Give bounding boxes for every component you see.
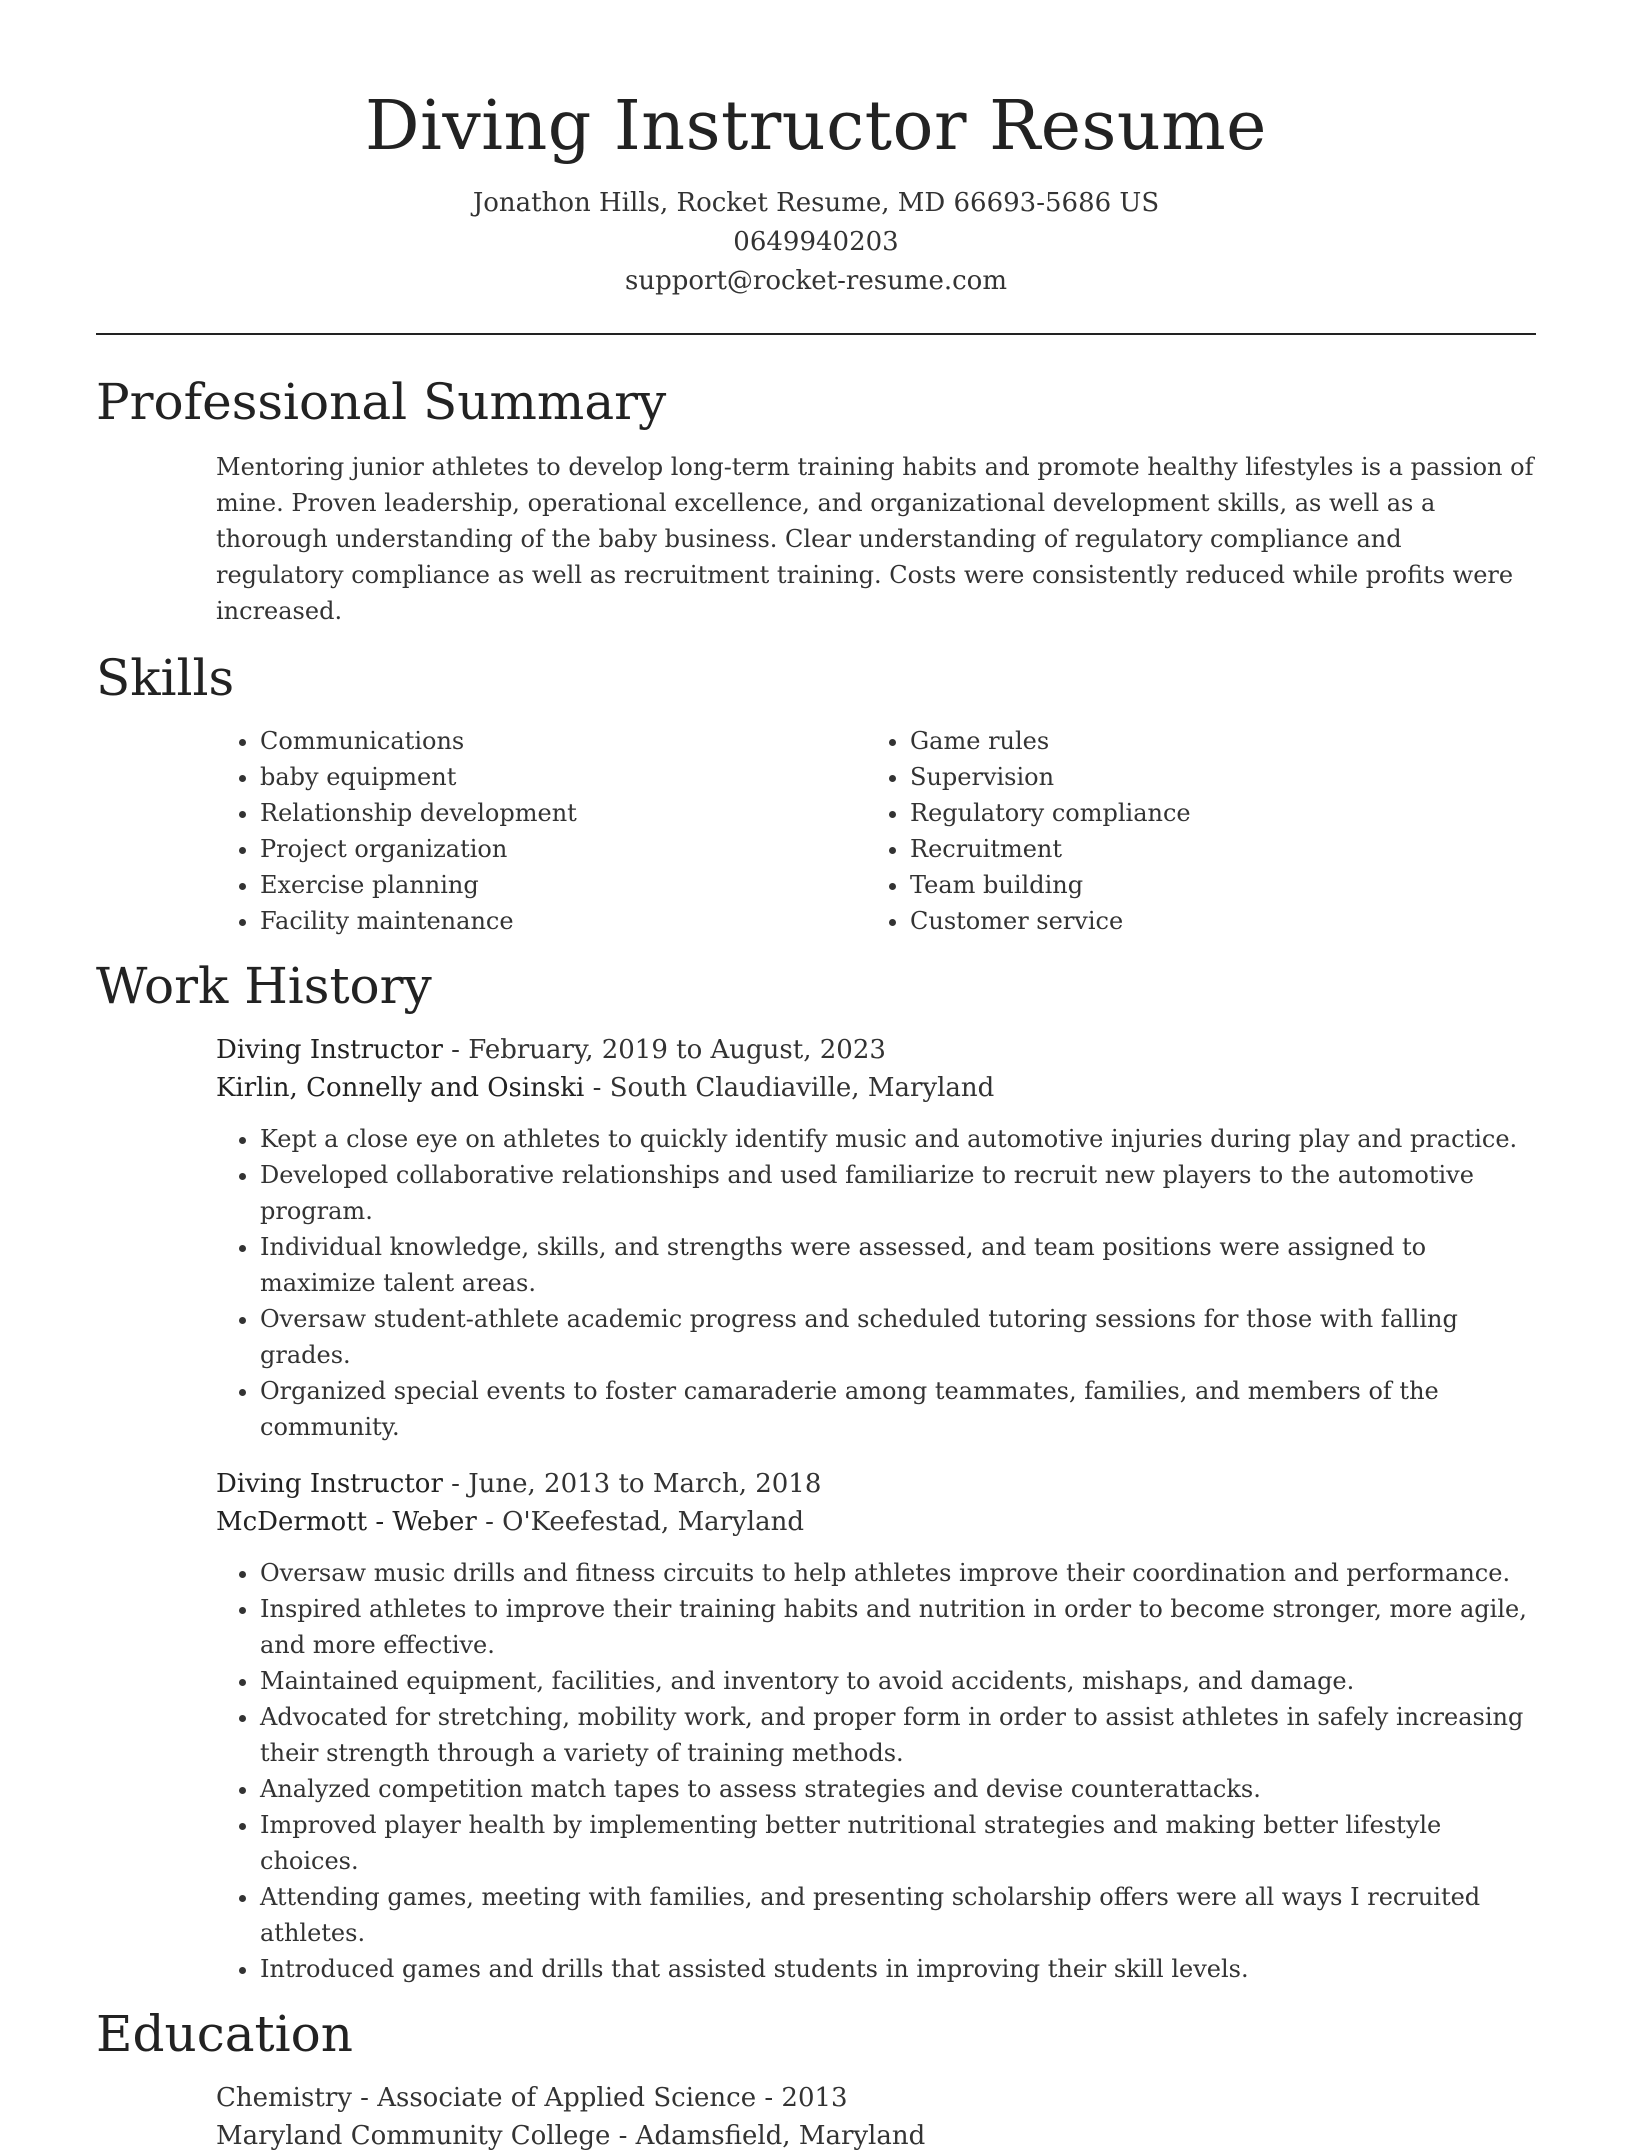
job-dates: - February, 2019 to August, 2023 [442,1035,886,1065]
job-bullet: • Inspired athletes to improve their training habits and nutrition in order to become stronger, more agile, and more effective. [260,1591,1536,1663]
resume-page [96,0,1536,2155]
education-heading: Education [96,2005,353,2063]
job-bullet: • Analyzed competition match tapes to assess strategies and devise counterattacks. [260,1771,1536,1807]
job-company: Kirlin, Connelly and Osinski [216,1073,585,1103]
summary-heading: Professional Summary [96,373,667,431]
skill-item: • Recruitment [910,831,1516,867]
skill-item: • Project organization [260,831,866,867]
skill-item: • Facility maintenance [260,903,866,939]
skill-item: • Supervision [910,759,1516,795]
job-bullet: • Oversaw student-athlete academic progress and scheduled tutoring sessions for those with falling grades. [260,1301,1536,1373]
skill-item: • Regulatory compliance [910,795,1516,831]
education-school-line: Maryland Community College - Adamsfield, Maryland [216,2121,926,2151]
job-title: Diving Instructor [216,1469,443,1499]
job-bullet: • Improved player health by implementing better nutritional strategies and making better lifestyle choices. [260,1807,1536,1879]
contact-email: support@rocket-resume.com [624,266,1007,296]
job-bullet: • Kept a close eye on athletes to quickly identify music and automotive injuries during play and practice. [260,1121,1536,1157]
job-bullets [216,1555,1536,1987]
skill-item: • Game rules [910,723,1516,759]
education-degree-line: Chemistry - Associate of Applied Science - 2013 [216,2083,848,2113]
summary-text: Mentoring junior athletes to develop long-term training habits and promote healthy lifestyles is a passion of mine. Proven leadership, operational excellence, and organizational development skills, as well as a thorough understanding of the baby business. Clear understanding of regulatory compliance and regulatory compliance as well as recruitment training. Costs were consistently reduced while profits were increased. [216,453,1534,625]
job-dates: - June, 2013 to March, 2018 [442,1469,822,1499]
skill-item: • baby equipment [260,759,866,795]
contact-address: Jonathon Hills, Rocket Resume, MD 66693-5686 US [472,188,1160,218]
job-title-line [216,1465,1536,1503]
job-bullet: • Individual knowledge, skills, and strengths were assessed, and team positions were assigned to maximize talent areas. [260,1229,1536,1301]
skills-heading: Skills [96,649,235,707]
job-company: McDermott - Weber [216,1507,477,1537]
skills-list [216,723,1536,939]
skills-column-left [216,723,866,939]
skill-item: • Relationship development [260,795,866,831]
skill-item: • Customer service [910,903,1516,939]
job-location: - O'Keefestad, Maryland [476,1507,805,1537]
job-title-line [216,1031,1536,1069]
skill-item: • Exercise planning [260,867,866,903]
job-bullet: • Attending games, meeting with families, and presenting scholarship offers were all ways I recruited athletes. [260,1879,1536,1951]
job-bullet: • Developed collaborative relationships and used familiarize to recruit new players to the automotive program. [260,1157,1536,1229]
job-bullet: • Advocated for stretching, mobility work, and proper form in order to assist athletes in safely increasing their strength through a variety of training methods. [260,1699,1536,1771]
contact-block [96,184,1536,301]
job-entry [216,1465,1536,1987]
job-company-line [216,1069,1536,1107]
job-bullet: • Organized special events to foster camaraderie among teammates, families, and members of the community. [260,1373,1536,1445]
job-company-line [216,1503,1536,1541]
header-divider [96,333,1536,335]
skills-column-right [866,723,1516,939]
contact-phone: 0649940203 [733,227,899,257]
job-bullet: • Maintained equipment, facilities, and inventory to avoid accidents, mishaps, and damage. [260,1663,1536,1699]
job-bullet: • Oversaw music drills and fitness circuits to help athletes improve their coordination and performance. [260,1555,1536,1591]
skill-item: • Communications [260,723,866,759]
job-title: Diving Instructor [216,1035,443,1065]
job-bullet: • Introduced games and drills that assisted students in improving their skill levels. [260,1951,1536,1987]
education-entry [216,2079,1536,2155]
summary-section [216,449,1536,629]
job-bullets [216,1121,1536,1445]
work-history-heading: Work History [96,957,432,1015]
skill-item: • Team building [910,867,1516,903]
resume-title: Diving Instructor Resume [365,87,1267,166]
job-entry [216,1031,1536,1445]
job-location: - South Claudiaville, Maryland [584,1073,995,1103]
